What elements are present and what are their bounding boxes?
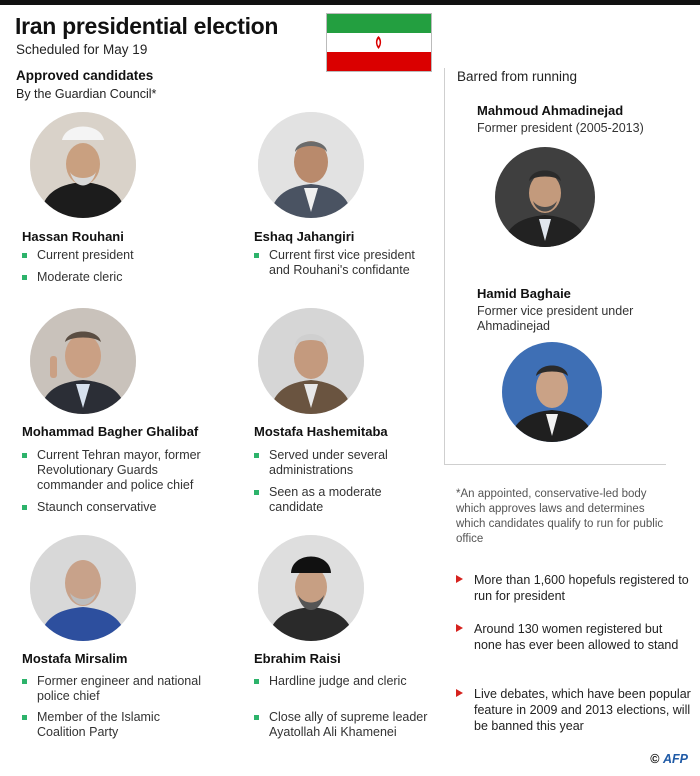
candidate-name: Ebrahim Raisi [254, 651, 341, 666]
fact-item: Live debates, which have been popular feature in 2009 and 2013 elections, will be banned this year [456, 686, 691, 734]
candidate-photo-rouhani [30, 112, 136, 218]
approved-subheading: By the Guardian Council* [16, 87, 157, 101]
panel-divider-vertical [444, 68, 445, 464]
approved-heading: Approved candidates [16, 68, 154, 83]
candidate-name: Mohammad Bagher Ghalibaf [22, 424, 199, 439]
candidate-name: Mostafa Hashemitaba [254, 424, 388, 439]
candidate-bullet: Hardline judge and cleric [254, 674, 434, 689]
fact-item: Around 130 women registered but none has ever been allowed to stand [456, 621, 691, 653]
panel-divider-horizontal [444, 464, 666, 465]
candidate-photo-ghalibaf [30, 308, 136, 414]
guardian-council-footnote: *An appointed, conservative-led body which approves laws and determines which candidates qualify to run for public office [456, 488, 664, 545]
iran-flag-icon [326, 13, 432, 72]
candidate-photo-mirsalim [30, 535, 136, 641]
barred-photo-ahmadinejad [495, 147, 595, 247]
page-subtitle: Scheduled for May 19 [16, 42, 148, 57]
barred-name: Hamid Baghaie [477, 286, 571, 301]
candidate-bullet: Served under several administrations [254, 448, 434, 478]
candidate-bullet: Current Tehran mayor, former Revolutionary Guards commander and police chief [22, 448, 217, 493]
candidate-bullet: Close ally of supreme leader Ayatollah Ali Khamenei [254, 710, 434, 740]
candidate-name: Hassan Rouhani [22, 229, 124, 244]
candidate-photo-raisi [258, 535, 364, 641]
candidate-photo-hashemitaba [258, 308, 364, 414]
candidate-bullet: Staunch conservative [22, 500, 217, 515]
candidate-name: Eshaq Jahangiri [254, 229, 355, 244]
top-bar [0, 0, 700, 5]
candidate-bullet: Former engineer and national police chief [22, 674, 212, 704]
barred-photo-baghaie [502, 342, 602, 442]
candidate-photo-jahangiri [258, 112, 364, 218]
candidate-bullet: Current president [22, 248, 212, 263]
page-title: Iran presidential election [15, 13, 279, 39]
candidate-bullet: Moderate cleric [22, 270, 212, 285]
afp-logo: AFP [663, 752, 688, 766]
candidate-bullet: Member of the Islamic Coalition Party [22, 710, 212, 740]
candidate-bullet: Current first vice president and Rouhani's confidante [254, 248, 434, 278]
afp-credit [650, 752, 688, 766]
copyright-symbol: © [650, 752, 660, 766]
barred-description: Former vice president under Ahmadinejad [477, 304, 634, 333]
candidate-name: Mostafa Mirsalim [22, 651, 128, 666]
candidate-bullet: Seen as a moderate candidate [254, 485, 434, 515]
fact-item: More than 1,600 hopefuls registered to run for president [456, 572, 691, 604]
barred-description: Former president (2005-2013) [477, 121, 644, 135]
barred-name: Mahmoud Ahmadinejad [477, 103, 624, 118]
barred-heading: Barred from running [457, 69, 578, 84]
